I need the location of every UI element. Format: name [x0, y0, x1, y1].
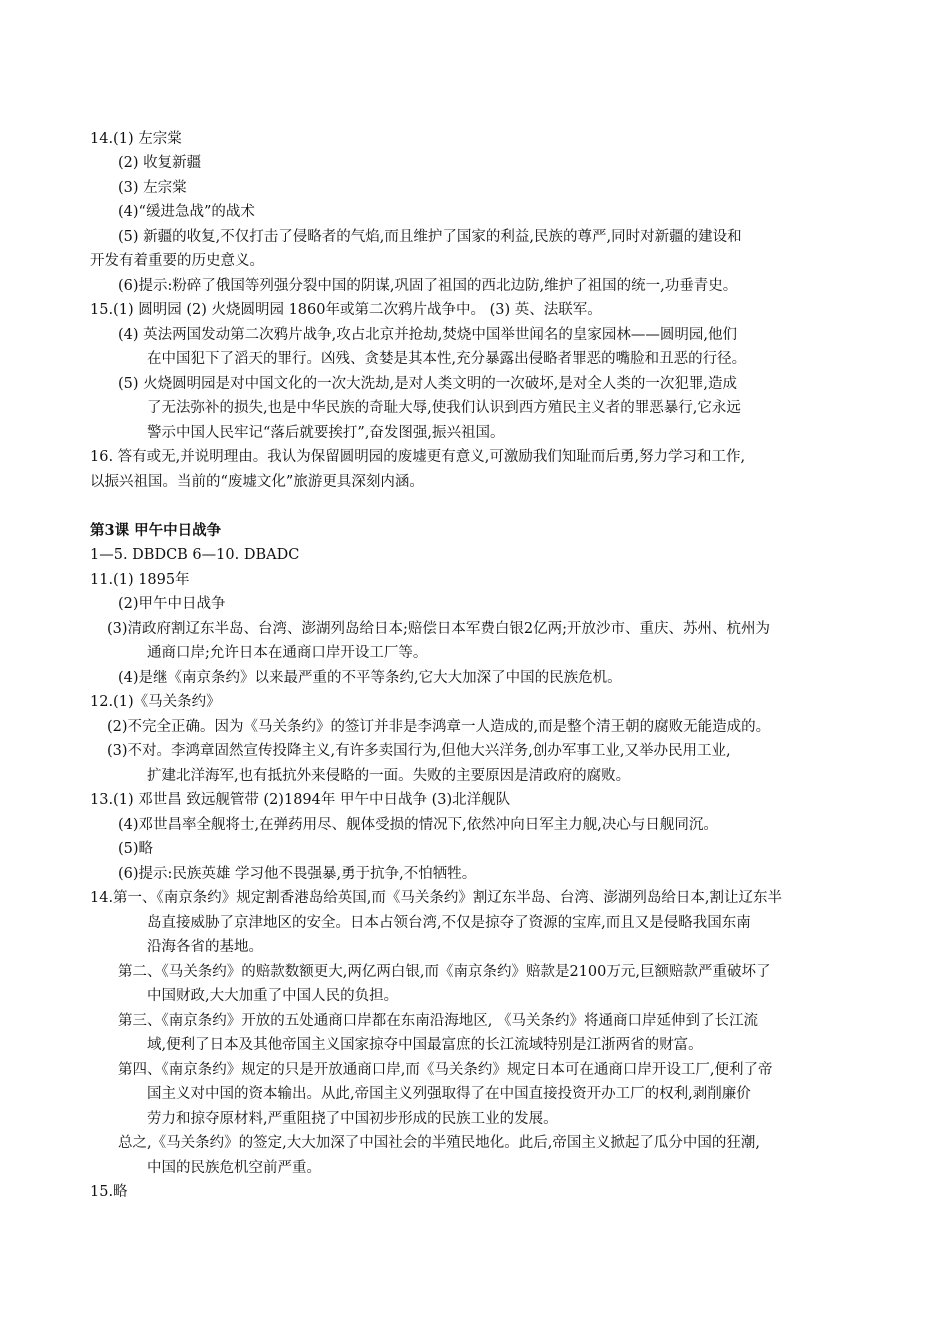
text-line: 开发有着重要的历史意义。: [90, 253, 264, 269]
text-line: 以振兴祖国。当前的“废墟文化”旅游更具深刻内涵。: [90, 474, 424, 490]
text-line: 11.(1) 1895年: [90, 572, 190, 588]
text-line: 域,便利了日本及其他帝国主义国家掠夺中国最富庶的长江流域特别是江浙两省的财富。: [147, 1037, 703, 1053]
text-line: 扩建北洋海军,也有抵抗外来侵略的一面。失败的主要原因是清政府的腐败。: [147, 768, 631, 784]
lesson-heading: 第3课 甲午中日战争: [90, 522, 222, 539]
text-line: 第三、《南京条约》开放的五处通商口岸都在东南沿海地区, 《马关条约》将通商口岸延伸到了长江流: [118, 1013, 758, 1029]
text-line: (5) 火烧圆明园是对中国文化的一次大洗劫,是对人类文明的一次破坏,是对全人类的一次犯罪,造成: [118, 376, 737, 392]
text-line: 15.(1) 圆明园 (2) 火烧圆明园 1860年或第二次鸦片战争中。 (3) 英、法联军。: [90, 302, 602, 318]
text-line: (3)清政府割辽东半岛、台湾、澎湖列岛给日本;赔偿日本军费白银2亿两;开放沙市、重庆、苏州、杭州为: [107, 621, 771, 637]
text-line: 1—5. DBDCB 6—10. DBADC: [90, 547, 300, 563]
text-line: 通商口岸;允许日本在通商口岸开设工厂等。: [147, 645, 428, 661]
text-line: (5) 新疆的收复,不仅打击了侵略者的气焰,而且维护了国家的利益,民族的尊严,同时对新疆的建设和: [118, 229, 742, 245]
text-line: 警示中国人民牢记“落后就要挨打”,奋发图强,振兴祖国。: [147, 425, 505, 441]
text-line: 第二、《马关条约》的赔款数额更大,两亿两白银,而《南京条约》赔款是2100万元,巨额赔款严重破坏了: [118, 964, 771, 980]
text-line: (3)不对。李鸿章固然宣传投降主义,有许多卖国行为,但他大兴洋务,创办军事工业,又举办民用工业,: [107, 743, 731, 759]
text-line: 沿海各省的基地。: [147, 939, 263, 955]
text-line: 16. 答有或无,并说明理由。我认为保留圆明园的废墟更有意义,可激励我们知耻而后勇,努力学习和工作,: [90, 449, 746, 465]
text-line: (4)邓世昌率全舰将士,在弹药用尽、舰体受损的情况下,依然冲向日军主力舰,决心与日舰同沉。: [118, 817, 718, 833]
text-line: 中国财政,大大加重了中国人民的负担。: [147, 988, 399, 1004]
text-line: (3) 左宗棠: [118, 180, 187, 196]
text-line: (2) 收复新疆: [118, 155, 202, 171]
text-line: (5)略: [118, 841, 154, 857]
text-line: 14.(1) 左宗棠: [90, 131, 182, 147]
text-line: (2)甲午中日战争: [118, 596, 226, 612]
text-line: 劳力和掠夺原材料,严重阻挠了中国初步形成的民族工业的发展。: [147, 1111, 558, 1127]
text-line: (6)提示:粉碎了俄国等列强分裂中国的阴谋,巩固了祖国的西北边防,维护了祖国的统一,功垂青史。: [118, 278, 738, 294]
text-line: 中国的民族危机空前严重。: [147, 1160, 321, 1176]
text-line: 岛直接威胁了京津地区的安全。日本占领台湾,不仅是掠夺了资源的宝库,而且又是侵略我国东南: [147, 915, 751, 931]
text-line: (4)是继《南京条约》以来最严重的不平等条约,它大大加深了中国的民族危机。: [118, 670, 622, 686]
text-line: (6)提示:民族英雄 学习他不畏强暴,勇于抗争,不怕牺牲。: [118, 866, 477, 882]
text-line: 在中国犯下了滔天的罪行。凶残、贪婪是其本性,充分暴露出侵略者罪恶的嘴脸和丑恶的行径。: [147, 351, 747, 367]
text-line: 12.(1)《马关条约》: [90, 694, 221, 710]
text-line: 13.(1) 邓世昌 致远舰管带 (2)1894年 甲午中日战争 (3)北洋舰队: [90, 792, 511, 808]
text-line: (2)不完全正确。因为《马关条约》的签订并非是李鸿章一人造成的,而是整个清王朝的腐败无能造成的。: [107, 719, 771, 735]
text-line: 了无法弥补的损失,也是中华民族的奇耻大辱,使我们认识到西方殖民主义者的罪恶暴行,它永远: [147, 400, 741, 416]
text-line: 14.第一、《南京条约》规定割香港岛给英国,而《马关条约》割辽东半岛、台湾、澎湖列岛给日本,割让辽东半: [90, 890, 783, 906]
text-line: 15.略: [90, 1184, 128, 1200]
text-line: 总之,《马关条约》的签定,大大加深了中国社会的半殖民地化。此后,帝国主义掀起了瓜分中国的狂潮,: [118, 1135, 760, 1151]
text-line: 国主义对中国的资本输出。从此,帝国主义列强取得了在中国直接投资开办工厂的权利,剥削廉价: [147, 1086, 751, 1102]
text-line: (4) 英法两国发动第二次鸦片战争,攻占北京并抢劫,焚烧中国举世闻名的皇家园林——圆明园,他们: [118, 327, 737, 343]
text-line: 第四、《南京条约》规定的只是开放通商口岸,而《马关条约》规定日本可在通商口岸开设工厂,便利了帝: [118, 1062, 773, 1078]
text-line: (4)“缓进急战”的战术: [118, 204, 255, 220]
